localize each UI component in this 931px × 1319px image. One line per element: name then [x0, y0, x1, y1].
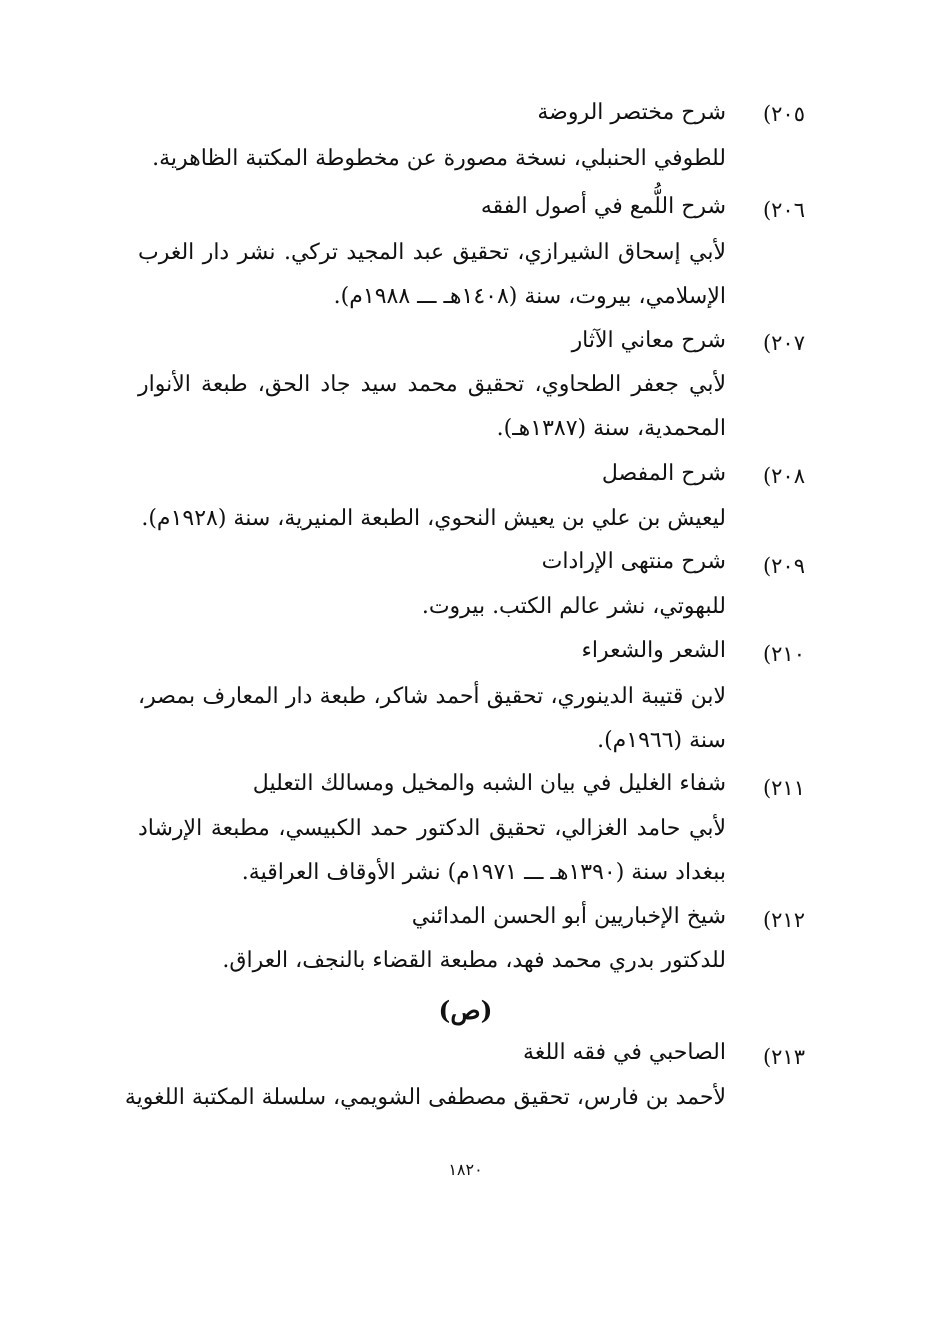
- entry-title: شرح اللُّمع في أصول الفقه: [480, 194, 726, 219]
- entry-description-line: ليعيش بن علي بن يعيش النحوي، الطبعة المنيرية، سنة (١٩٢٨م).: [141, 506, 726, 531]
- entry-description-line: لأبي حامد الغزالي، تحقيق الدكتور حمد الكبيسي، مطبعة الإرشاد: [138, 816, 726, 841]
- entry-title: الشعر والشعراء: [581, 638, 726, 663]
- page-number: ١٨٢٠: [448, 1160, 483, 1179]
- entry-description-line: لأبي إسحاق الشيرازي، تحقيق عبد المجيد تركي. نشر دار الغرب: [138, 240, 726, 265]
- entry-number: ٢٠٥): [762, 102, 805, 126]
- entry-number: ٢٠٦): [762, 198, 805, 222]
- entry-description-line: لابن قتيبة الدينوري، تحقيق أحمد شاكر، طبعة دار المعارف بمصر،: [138, 684, 726, 709]
- entry-description-line: لأبي جعفر الطحاوي، تحقيق محمد سيد جاد الحق، طبعة الأنوار: [138, 372, 726, 397]
- entry-number: ٢١٢): [762, 908, 805, 932]
- entry-description-line: للبهوتي، نشر عالم الكتب. بيروت.: [421, 594, 726, 619]
- entry-description-line: الإسلامي، بيروت، سنة (١٤٠٨هـ ـــ ١٩٨٨م).: [333, 284, 726, 309]
- entry-description-line: المحمدية، سنة (١٣٨٧هـ).: [496, 416, 726, 441]
- entry-title: الصاحبي في فقه اللغة: [523, 1040, 726, 1065]
- entry-title: شرح مختصر الروضة: [537, 100, 726, 125]
- entry-description-line: للطوفي الحنبلي، نسخة مصورة عن مخطوطة المكتبة الظاهرية.: [152, 146, 726, 171]
- entry-number: ٢١٣): [762, 1045, 805, 1069]
- entry-number: ٢١١): [762, 776, 805, 800]
- entry-description-line: للدكتور بدري محمد فهد، مطبعة القضاء بالنجف، العراق.: [222, 948, 726, 973]
- entry-number: ٢٠٨): [762, 464, 805, 488]
- entry-number: ٢٠٧): [762, 331, 805, 355]
- entry-description-line: ببغداد سنة (١٣٩٠هـ ـــ ١٩٧١م) نشر الأوقاف العراقية.: [241, 860, 726, 885]
- entry-description-line: لأحمد بن فارس، تحقيق مصطفى الشويمي، سلسلة المكتبة اللغوية: [124, 1085, 726, 1110]
- entry-title: شرح منتهى الإرادات: [541, 549, 726, 574]
- entry-title: شرح معاني الآثار: [571, 328, 726, 353]
- entry-number: ٢١٠): [762, 642, 805, 666]
- entry-title: شرح المفصل: [601, 461, 726, 486]
- entry-title: شيخ الإخباريين أبو الحسن المدائني: [411, 904, 726, 929]
- entry-description-line: سنة (١٩٦٦م).: [597, 728, 726, 753]
- entry-number: ٢٠٩): [762, 554, 805, 578]
- entry-title: شفاء الغليل في بيان الشبه والمخيل ومسالك التعليل: [252, 771, 726, 796]
- section-heading: (ص): [438, 996, 493, 1025]
